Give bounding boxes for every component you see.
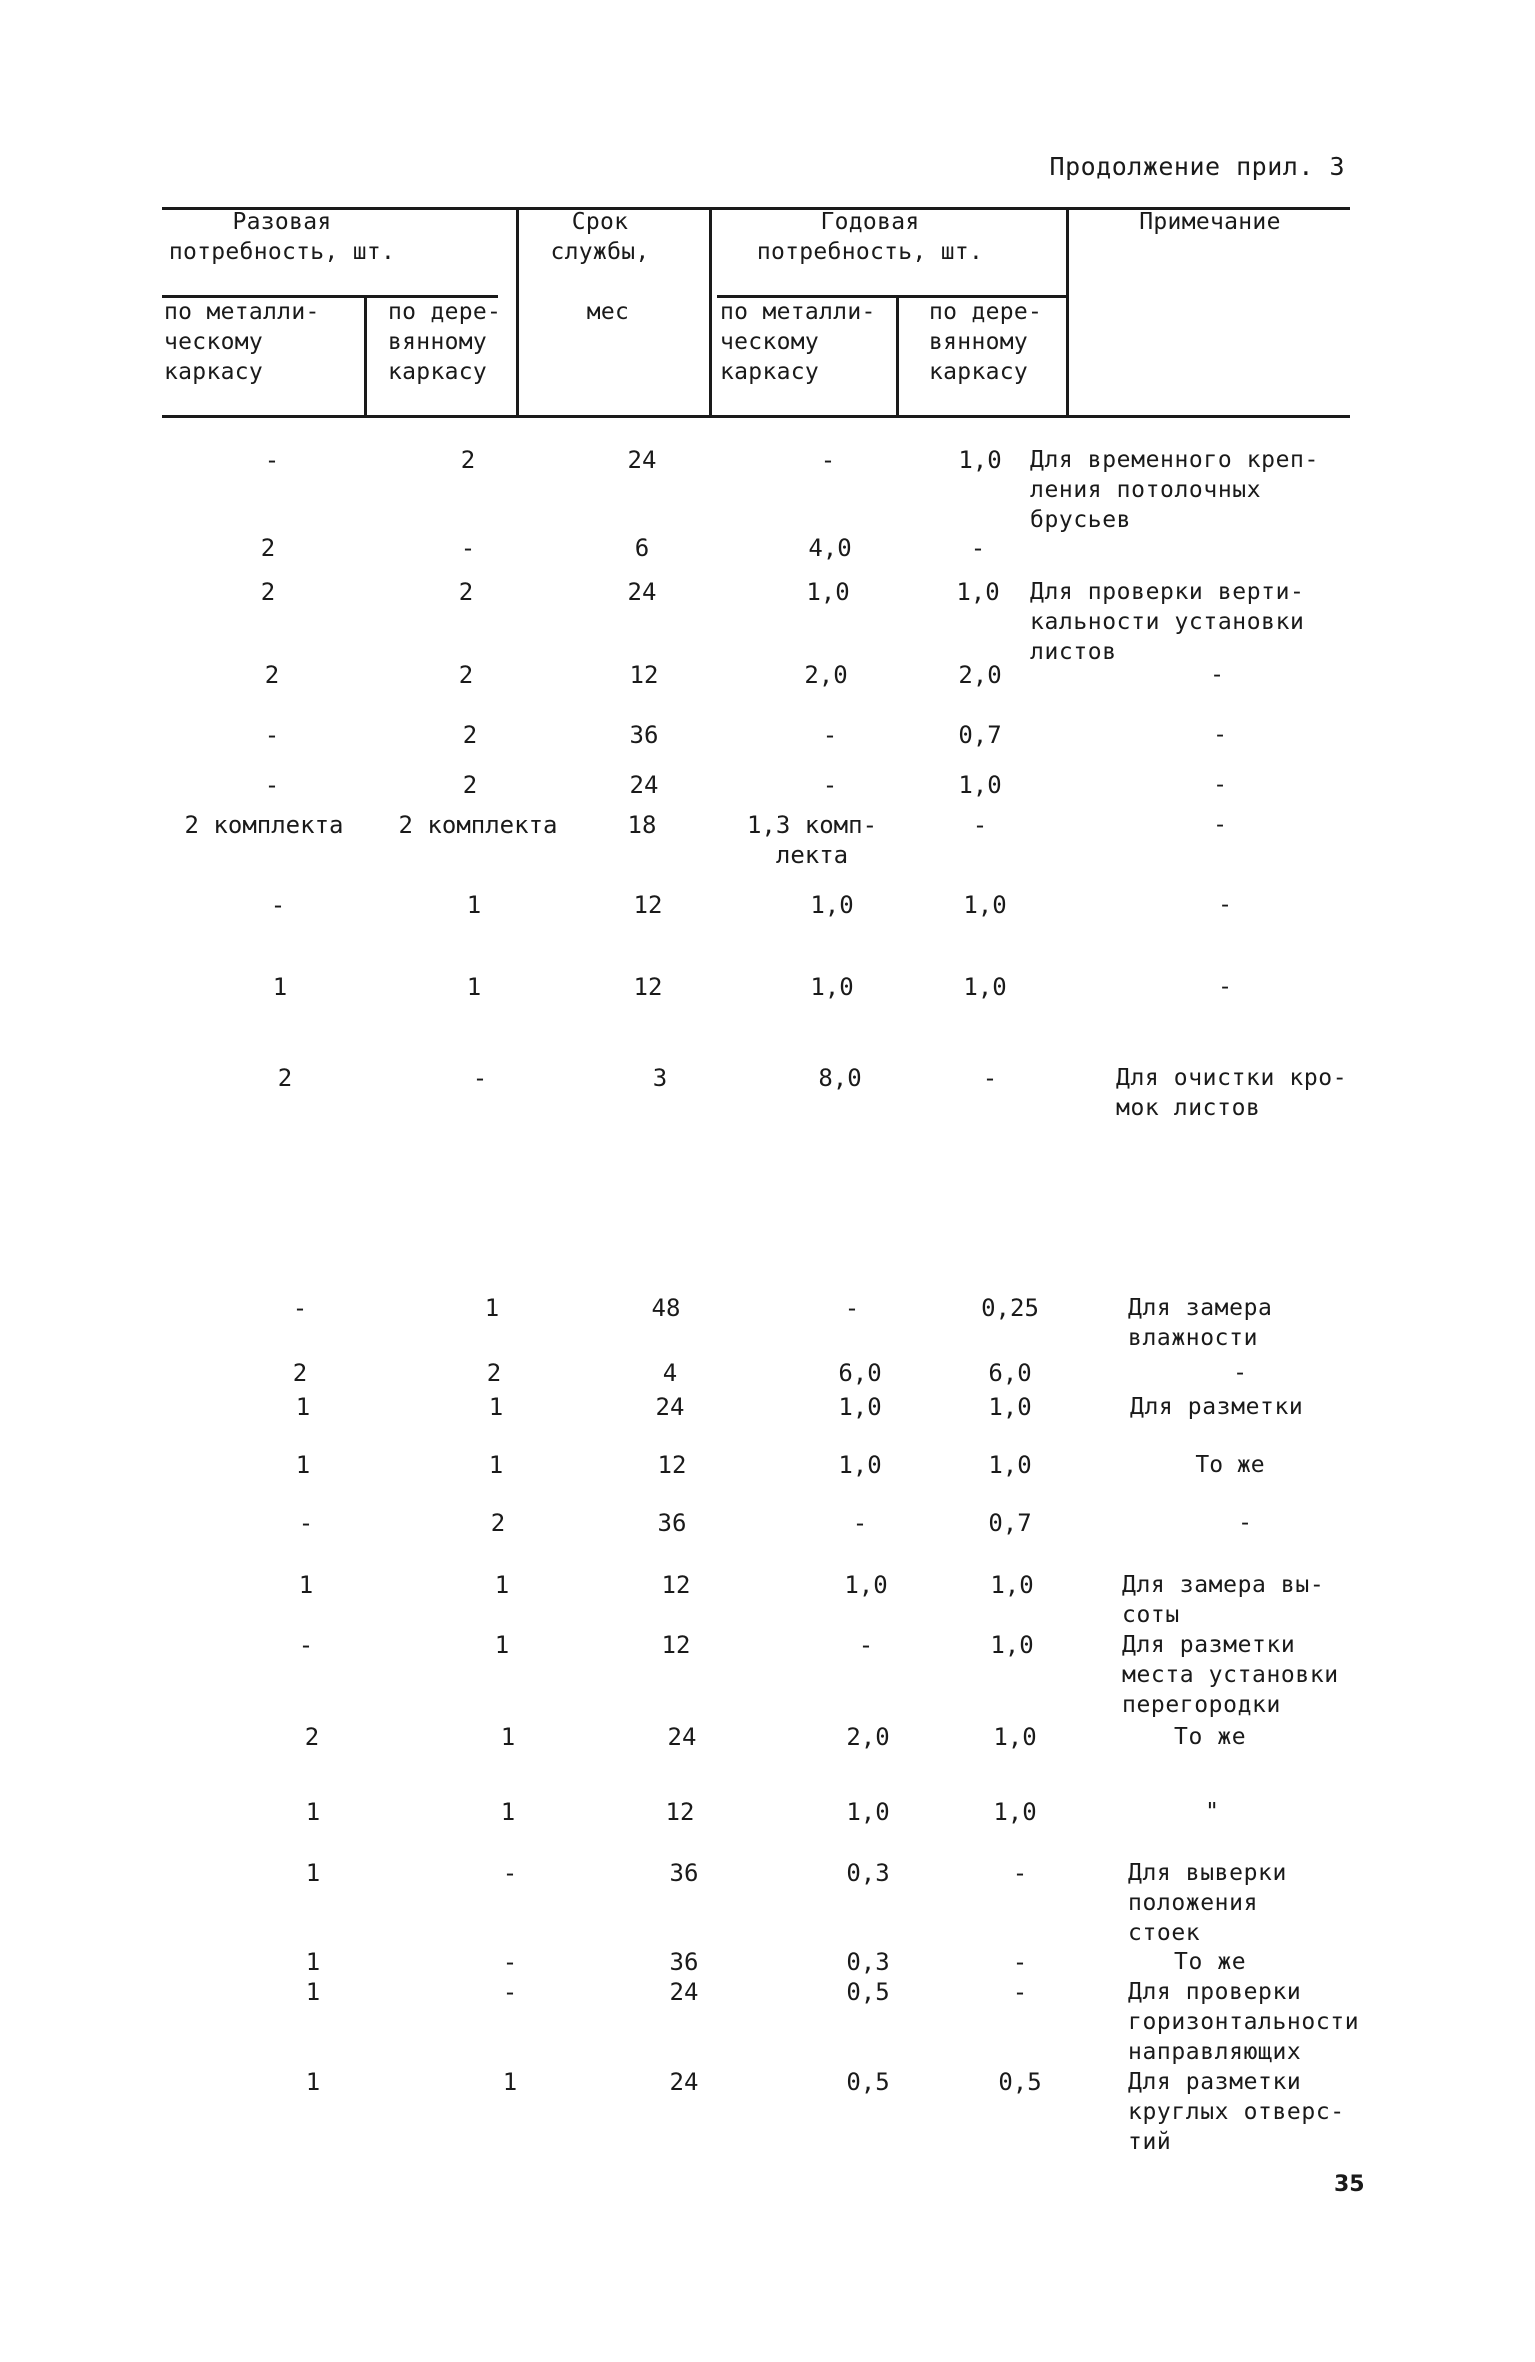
cell-metal-annual: 4,0: [808, 534, 852, 562]
cell-metal-one-time: -: [298, 1509, 314, 1537]
cell-metal-one-time: 1: [272, 973, 288, 1001]
cell-note: -: [1213, 772, 1227, 798]
header-annual-need: Годовая потребность, шт.: [756, 209, 984, 265]
cell-metal-annual: 1,0: [844, 1571, 888, 1599]
cell-note: Для временного креп- ления потолочных брусьев: [1030, 447, 1319, 533]
cell-metal-annual: 2,0: [846, 1723, 890, 1751]
cell-metal-one-time: 1: [305, 1978, 321, 2006]
cell-wood-one-time: 2: [458, 661, 474, 689]
cell-metal-one-time: 2: [277, 1064, 293, 1092]
cell-service-life: 36: [657, 1509, 687, 1537]
cell-wood-one-time: 1: [494, 1631, 510, 1659]
cell-wood-one-time: 1: [488, 1451, 504, 1479]
cell-service-life: 18: [627, 811, 657, 839]
cell-note: -: [1218, 974, 1232, 1000]
cell-service-life: 4: [662, 1359, 678, 1387]
cell-service-life: 24: [669, 1978, 699, 2006]
cell-note: Для очистки кро- мок листов: [1116, 1065, 1348, 1121]
cell-wood-one-time: -: [502, 1978, 518, 2006]
cell-metal-one-time: 2: [264, 661, 280, 689]
header-metal-frame-2: по металли- ческому каркасу: [720, 299, 876, 385]
cell-wood-one-time: 2: [462, 721, 478, 749]
cell-wood-one-time: 1: [494, 1571, 510, 1599]
cell-service-life: 24: [627, 446, 657, 474]
cell-wood-annual: 1,0: [990, 1631, 1034, 1659]
cell-wood-annual: 2,0: [958, 661, 1002, 689]
cell-wood-annual: 0,7: [958, 721, 1002, 749]
cell-wood-annual: 1,0: [958, 446, 1002, 474]
cell-wood-one-time: -: [502, 1948, 518, 1976]
cell-note: -: [1213, 812, 1227, 838]
cell-metal-annual: 0,5: [846, 2068, 890, 2096]
cell-metal-annual: 1,0: [806, 578, 850, 606]
header-wood-frame-2: по дере- вянному каркасу: [929, 299, 1043, 385]
cell-wood-one-time: 2: [458, 578, 474, 606]
cell-wood-one-time: 1: [500, 1798, 516, 1826]
cell-wood-one-time: -: [472, 1064, 488, 1092]
header-metal-frame-1: по металли- ческому каркасу: [164, 299, 320, 385]
cell-wood-one-time: 1: [466, 973, 482, 1001]
cell-wood-one-time: 2: [486, 1359, 502, 1387]
cell-metal-annual: -: [858, 1631, 874, 1659]
cell-wood-annual: 1,0: [993, 1723, 1037, 1751]
cell-note: То же: [1195, 1452, 1265, 1478]
cell-wood-annual: 1,0: [990, 1571, 1034, 1599]
cell-metal-annual: 1,0: [810, 973, 854, 1001]
header-one-time-need: Разовая потребность, шт.: [168, 209, 396, 265]
cell-service-life: 24: [669, 2068, 699, 2096]
cell-service-life: 36: [669, 1859, 699, 1887]
cell-wood-annual: 0,25: [981, 1294, 1039, 1322]
cell-wood-annual: 1,0: [963, 973, 1007, 1001]
cell-service-life: 12: [633, 891, 663, 919]
cell-wood-annual: 1,0: [956, 578, 1000, 606]
cell-metal-annual: 0,5: [846, 1978, 890, 2006]
cell-metal-one-time: 1: [305, 1859, 321, 1887]
cell-note: Для разметки места установки перегородки: [1122, 1632, 1339, 1718]
header-service-unit: мес: [586, 299, 630, 325]
header-note: Примечание: [1139, 209, 1281, 235]
cell-metal-one-time: 2 комплекта: [184, 811, 344, 839]
cell-metal-one-time: -: [264, 771, 280, 799]
cell-wood-annual: 1,0: [958, 771, 1002, 799]
cell-wood-one-time: 1: [500, 1723, 516, 1751]
cell-wood-one-time: -: [460, 534, 476, 562]
cell-note: -: [1210, 662, 1224, 688]
cell-wood-annual: 0,5: [998, 2068, 1042, 2096]
cell-metal-annual: -: [844, 1294, 860, 1322]
cell-metal-annual: 1,0: [838, 1393, 882, 1421]
cell-note: -: [1238, 1510, 1252, 1536]
cell-metal-one-time: -: [264, 446, 280, 474]
col-divider-2: [516, 207, 519, 417]
cell-metal-annual: 0,3: [846, 1859, 890, 1887]
cell-wood-annual: -: [1012, 1978, 1028, 2006]
cell-service-life: 24: [655, 1393, 685, 1421]
cell-note: -: [1233, 1360, 1247, 1386]
cell-wood-annual: -: [982, 1064, 998, 1092]
cell-metal-annual: -: [852, 1509, 868, 1537]
cell-metal-one-time: -: [264, 721, 280, 749]
cell-wood-one-time: 2: [462, 771, 478, 799]
header-service-life: Срок службы,: [550, 209, 650, 265]
cell-metal-one-time: 1: [298, 1571, 314, 1599]
cell-service-life: 12: [661, 1631, 691, 1659]
cell-wood-one-time: -: [502, 1859, 518, 1887]
cell-note: Для замера вы- соты: [1122, 1572, 1325, 1628]
cell-wood-one-time: 1: [488, 1393, 504, 1421]
cell-metal-one-time: 1: [305, 2068, 321, 2096]
cell-service-life: 12: [661, 1571, 691, 1599]
cell-metal-one-time: 1: [295, 1451, 311, 1479]
cell-wood-one-time: 1: [484, 1294, 500, 1322]
cell-wood-annual: 6,0: [988, 1359, 1032, 1387]
cell-note: Для разметки круглых отверс- тий: [1128, 2069, 1345, 2155]
cell-note: Для проверки горизонтальности направляющих: [1128, 1979, 1360, 2065]
cell-service-life: 36: [669, 1948, 699, 1976]
cell-service-life: 48: [651, 1294, 681, 1322]
cell-metal-one-time: -: [270, 891, 286, 919]
cell-wood-annual: 1,0: [988, 1451, 1032, 1479]
cell-note: Для проверки верти- кальности установки листов: [1030, 579, 1305, 665]
cell-metal-one-time: 1: [305, 1798, 321, 1826]
cell-metal-annual: 1,0: [838, 1451, 882, 1479]
cell-note: То же: [1174, 1949, 1247, 1975]
cell-wood-one-time: 1: [502, 2068, 518, 2096]
cell-metal-annual: 8,0: [818, 1064, 862, 1092]
cell-metal-annual: 1,0: [810, 891, 854, 919]
cell-service-life: 12: [657, 1451, 687, 1479]
cell-service-life: 24: [627, 578, 657, 606]
cell-wood-annual: -: [970, 534, 986, 562]
cell-metal-annual: 6,0: [838, 1359, 882, 1387]
page-number: 35: [1334, 2172, 1365, 2197]
cell-service-life: 24: [667, 1723, 697, 1751]
cell-metal-one-time: 2: [260, 534, 276, 562]
cell-wood-one-time: 1: [466, 891, 482, 919]
cell-metal-annual: -: [822, 721, 838, 749]
cell-metal-one-time: -: [292, 1294, 308, 1322]
cell-metal-one-time: 2: [304, 1723, 320, 1751]
col-divider-3: [709, 207, 712, 417]
cell-service-life: 6: [634, 534, 650, 562]
cell-note: Для разметки: [1130, 1394, 1304, 1420]
cell-note: -: [1218, 892, 1232, 918]
cell-wood-one-time: 2: [460, 446, 476, 474]
cell-metal-annual: -: [822, 771, 838, 799]
cell-metal-annual: 1,3 комп- лекта: [746, 811, 878, 869]
cell-metal-one-time: 1: [295, 1393, 311, 1421]
cell-note: -: [1213, 722, 1227, 748]
cell-service-life: 24: [629, 771, 659, 799]
cell-wood-one-time: 2 комплекта: [398, 811, 558, 839]
cell-service-life: 36: [629, 721, 659, 749]
header-wood-frame-1: по дере- вянному каркасу: [388, 299, 502, 385]
cell-wood-annual: -: [1012, 1948, 1028, 1976]
cell-metal-annual: 0,3: [846, 1948, 890, 1976]
cell-note: Для выверки положения стоек: [1128, 1860, 1287, 1946]
cell-wood-annual: -: [1012, 1859, 1028, 1887]
cell-wood-annual: 0,7: [988, 1509, 1032, 1537]
header-bottom-rule: [162, 415, 1350, 418]
cell-wood-annual: 1,0: [988, 1393, 1032, 1421]
cell-note: Для замера влажности: [1128, 1295, 1273, 1351]
cell-metal-one-time: 2: [260, 578, 276, 606]
cell-metal-one-time: 2: [292, 1359, 308, 1387]
continuation-label: Продолжение прил. 3: [1049, 152, 1345, 181]
cell-metal-annual: -: [820, 446, 836, 474]
cell-service-life: 12: [633, 973, 663, 1001]
cell-wood-annual: 1,0: [993, 1798, 1037, 1826]
cell-wood-annual: 1,0: [963, 891, 1007, 919]
col-divider-5: [1066, 207, 1069, 417]
cell-metal-one-time: 1: [305, 1948, 321, 1976]
cell-metal-one-time: -: [298, 1631, 314, 1659]
cell-metal-annual: 2,0: [804, 661, 848, 689]
col-divider-4: [896, 296, 899, 417]
cell-wood-annual: -: [972, 811, 988, 839]
cell-service-life: 12: [665, 1798, 695, 1826]
cell-wood-one-time: 2: [490, 1509, 506, 1537]
cell-note: То же: [1174, 1724, 1247, 1750]
cell-note: ": [1205, 1799, 1219, 1825]
col-divider-1: [364, 296, 367, 417]
cell-service-life: 12: [629, 661, 659, 689]
cell-metal-annual: 1,0: [846, 1798, 890, 1826]
cell-service-life: 3: [652, 1064, 668, 1092]
